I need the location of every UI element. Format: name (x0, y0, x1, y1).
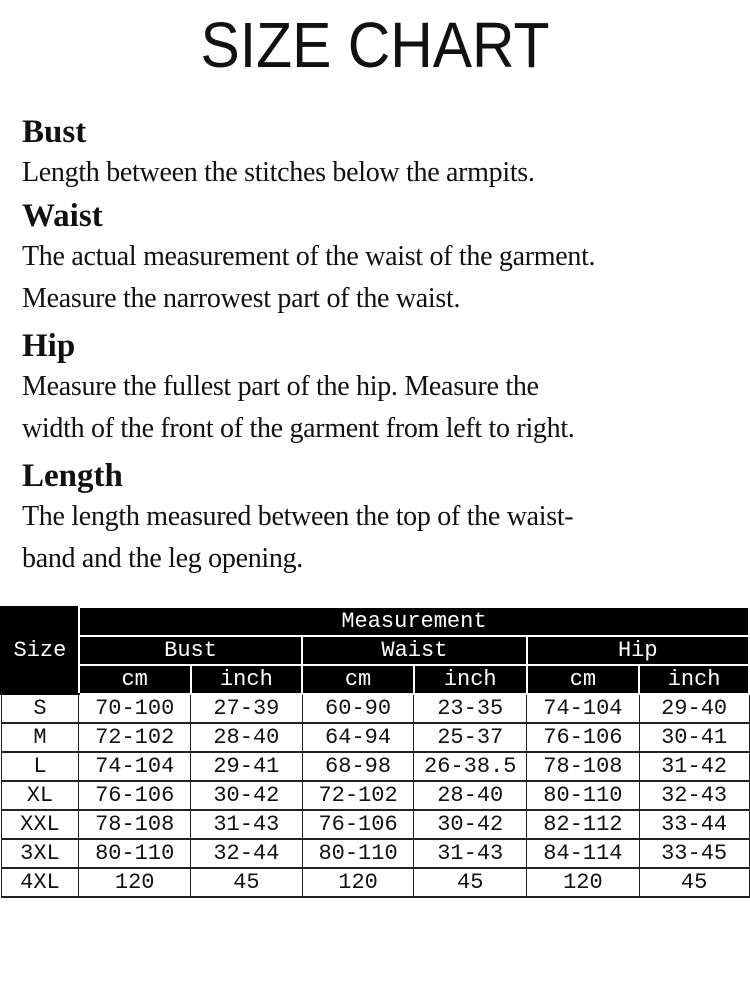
measurement-cell: 30-42 (191, 781, 303, 810)
measurement-cell: 78-108 (79, 810, 191, 839)
measurement-cell: 31-42 (639, 752, 749, 781)
table-row (1, 723, 749, 752)
measurement-cell: 45 (191, 868, 303, 897)
unit-header: cm (527, 665, 640, 694)
measurement-cell: 30-42 (414, 810, 527, 839)
measurement-cell: 74-104 (79, 752, 191, 781)
group-header-hip: Hip (527, 636, 749, 665)
description: band and the leg opening. (22, 543, 303, 574)
measurement-cell: 32-44 (191, 839, 303, 868)
size-cell: M (1, 723, 79, 752)
table-row (1, 810, 749, 839)
measurement-cell: 32-43 (639, 781, 749, 810)
measurement-cell: 80-110 (527, 781, 640, 810)
measurement-cell: 84-114 (527, 839, 640, 868)
measurement-cell: 26-38.5 (414, 752, 527, 781)
measurement-cell: 31-43 (191, 810, 303, 839)
measurement-header: Measurement (79, 607, 749, 636)
description: Length between the stitches below the armpits. (22, 157, 535, 188)
unit-header: inch (191, 665, 303, 694)
size-table (0, 606, 750, 898)
table-row (1, 868, 749, 897)
measurement-cell: 60-90 (302, 694, 414, 723)
measurement-cell: 29-41 (191, 752, 303, 781)
definition-bust (22, 112, 535, 194)
description: Measure the narrowest part of the waist. (22, 283, 461, 314)
measurement-cell: 45 (639, 868, 749, 897)
term: Hip (22, 328, 76, 364)
measurement-cell: 28-40 (414, 781, 527, 810)
table-row (1, 752, 749, 781)
table-row (1, 839, 749, 868)
size-cell: XL (1, 781, 79, 810)
measurement-cell: 28-40 (191, 723, 303, 752)
measurement-cell: 74-104 (527, 694, 640, 723)
measurement-cell: 33-44 (639, 810, 749, 839)
size-cell: L (1, 752, 79, 781)
size-cell: S (1, 694, 79, 723)
table-row (1, 781, 749, 810)
measurement-cell: 78-108 (527, 752, 640, 781)
measurement-cell: 70-100 (79, 694, 191, 723)
measurement-cell: 120 (79, 868, 191, 897)
table-row (1, 694, 749, 723)
definition-length (22, 456, 573, 580)
measurement-cell: 82-112 (527, 810, 640, 839)
unit-header: cm (79, 665, 191, 694)
term: Waist (22, 198, 103, 234)
measurement-cell: 72-102 (79, 723, 191, 752)
measurement-cell: 64-94 (302, 723, 414, 752)
unit-header: cm (302, 665, 414, 694)
description: The actual measurement of the waist of the garment. (22, 241, 596, 272)
term: Length (22, 458, 123, 494)
unit-header: inch (639, 665, 749, 694)
measurement-cell: 25-37 (414, 723, 527, 752)
group-header-bust: Bust (79, 636, 302, 665)
measurement-cell: 33-45 (639, 839, 749, 868)
measurement-cell: 45 (414, 868, 527, 897)
measurement-cell: 23-35 (414, 694, 527, 723)
measurement-cell: 120 (302, 868, 414, 897)
measurement-cell: 80-110 (79, 839, 191, 868)
description: The length measured between the top of the waist- (22, 501, 574, 532)
measurement-cell: 72-102 (302, 781, 414, 810)
size-header: Size (1, 607, 79, 694)
measurement-cell: 80-110 (302, 839, 414, 868)
measurement-cell: 76-106 (527, 723, 640, 752)
size-cell: 4XL (1, 868, 79, 897)
measurement-cell: 76-106 (79, 781, 191, 810)
measurement-cell: 120 (527, 868, 640, 897)
description: Measure the fullest part of the hip. Measure the (22, 371, 539, 402)
page-title: SIZE CHART (200, 9, 550, 81)
measurement-cell: 31-43 (414, 839, 527, 868)
measurement-cell: 76-106 (302, 810, 414, 839)
measurement-cell: 29-40 (639, 694, 749, 723)
definition-hip (22, 326, 575, 450)
group-header-waist: Waist (302, 636, 526, 665)
definition-waist (22, 196, 595, 320)
size-cell: 3XL (1, 839, 79, 868)
description: width of the front of the garment from left to right. (22, 413, 575, 444)
measurement-cell: 27-39 (191, 694, 303, 723)
measurement-cell: 68-98 (302, 752, 414, 781)
size-cell: XXL (1, 810, 79, 839)
unit-header: inch (414, 665, 527, 694)
measurement-cell: 30-41 (639, 723, 749, 752)
term: Bust (22, 114, 87, 150)
